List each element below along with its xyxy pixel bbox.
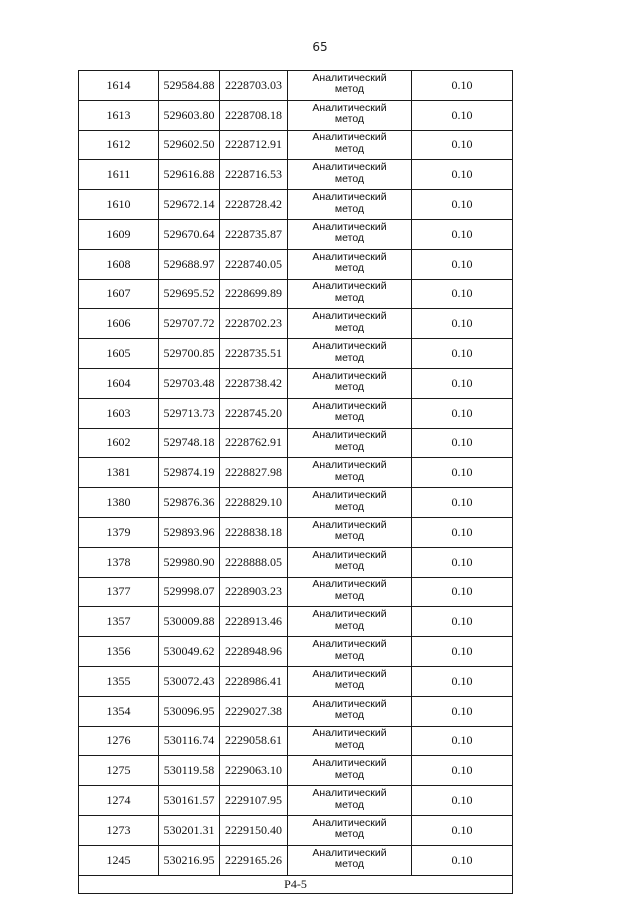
table-row	[79, 309, 513, 339]
x-coordinate-cell: 529707.72	[159, 309, 220, 339]
y-coordinate-cell: 2228745.20	[220, 398, 288, 428]
method-line1: Аналитический	[312, 161, 387, 174]
x-coordinate-cell: 529703.48	[159, 368, 220, 398]
y-coordinate-cell: 2228838.18	[220, 517, 288, 547]
table-row	[79, 845, 513, 875]
method-cell	[288, 786, 412, 816]
method-line1: Аналитический	[312, 608, 387, 621]
table-row	[79, 398, 513, 428]
y-coordinate-cell: 2229027.38	[220, 696, 288, 726]
method-line2: метод	[334, 560, 365, 573]
table-row	[79, 428, 513, 458]
method-line1: Аналитический	[312, 846, 387, 859]
accuracy-cell: 0.10	[412, 547, 513, 577]
table-row	[79, 637, 513, 667]
method-cell	[288, 398, 412, 428]
method-line1: Аналитический	[312, 191, 387, 204]
method-line2: метод	[334, 738, 365, 751]
method-cell	[288, 815, 412, 845]
point-id-cell: 1354	[79, 696, 159, 726]
y-coordinate-cell: 2228735.87	[220, 219, 288, 249]
x-coordinate-cell: 530049.62	[159, 637, 220, 667]
table-row	[79, 458, 513, 488]
method-line1: Аналитический	[312, 459, 387, 472]
method-cell	[288, 577, 412, 607]
method-cell	[288, 517, 412, 547]
table-row	[79, 368, 513, 398]
accuracy-cell: 0.10	[412, 160, 513, 190]
y-coordinate-cell: 2229150.40	[220, 815, 288, 845]
method-line1: Аналитический	[312, 399, 387, 412]
method-cell	[288, 339, 412, 369]
table-row	[79, 339, 513, 369]
method-line2: метод	[334, 232, 365, 245]
accuracy-cell: 0.10	[412, 100, 513, 130]
accuracy-cell: 0.10	[412, 309, 513, 339]
table-row	[79, 547, 513, 577]
method-cell	[288, 160, 412, 190]
y-coordinate-cell: 2228712.91	[220, 130, 288, 160]
y-coordinate-cell: 2229063.10	[220, 756, 288, 786]
method-line1: Аналитический	[312, 131, 387, 144]
point-id-cell: 1606	[79, 309, 159, 339]
method-line1: Аналитический	[312, 310, 387, 323]
method-cell	[288, 428, 412, 458]
accuracy-cell: 0.10	[412, 577, 513, 607]
method-line2: метод	[334, 470, 365, 483]
method-cell	[288, 190, 412, 220]
table-row	[79, 219, 513, 249]
method-cell	[288, 607, 412, 637]
point-id-cell: 1379	[79, 517, 159, 547]
x-coordinate-cell: 529998.07	[159, 577, 220, 607]
y-coordinate-cell: 2228986.41	[220, 666, 288, 696]
point-id-cell: 1603	[79, 398, 159, 428]
method-cell	[288, 100, 412, 130]
y-coordinate-cell: 2228888.05	[220, 547, 288, 577]
table-row	[79, 577, 513, 607]
point-id-cell: 1357	[79, 607, 159, 637]
y-coordinate-cell: 2229058.61	[220, 726, 288, 756]
x-coordinate-cell: 530116.74	[159, 726, 220, 756]
method-cell	[288, 637, 412, 667]
method-line1: Аналитический	[312, 518, 387, 531]
method-line2: метод	[334, 411, 365, 424]
accuracy-cell: 0.10	[412, 190, 513, 220]
method-line2: метод	[334, 142, 365, 155]
x-coordinate-cell: 529603.80	[159, 100, 220, 130]
point-id-cell: 1355	[79, 666, 159, 696]
point-id-cell: 1604	[79, 368, 159, 398]
y-coordinate-cell: 2228716.53	[220, 160, 288, 190]
accuracy-cell: 0.10	[412, 607, 513, 637]
method-line1: Аналитический	[312, 280, 387, 293]
x-coordinate-cell: 530009.88	[159, 607, 220, 637]
table-row	[79, 517, 513, 547]
accuracy-cell: 0.10	[412, 249, 513, 279]
y-coordinate-cell: 2228708.18	[220, 100, 288, 130]
x-coordinate-cell: 529876.36	[159, 488, 220, 518]
accuracy-cell: 0.10	[412, 130, 513, 160]
page-number: 65	[312, 40, 328, 54]
method-line1: Аналитический	[312, 340, 387, 353]
accuracy-cell: 0.10	[412, 488, 513, 518]
y-coordinate-cell: 2228699.89	[220, 279, 288, 309]
point-id-cell: 1613	[79, 100, 159, 130]
x-coordinate-cell: 529584.88	[159, 71, 220, 101]
table-row	[79, 726, 513, 756]
table-body	[79, 71, 513, 894]
point-id-cell: 1356	[79, 637, 159, 667]
method-line2: метод	[334, 262, 365, 275]
accuracy-cell: 0.10	[412, 845, 513, 875]
method-cell	[288, 309, 412, 339]
method-line2: метод	[334, 798, 365, 811]
table-row	[79, 160, 513, 190]
point-id-cell: 1273	[79, 815, 159, 845]
method-cell	[288, 249, 412, 279]
point-id-cell: 1276	[79, 726, 159, 756]
point-id-cell: 1275	[79, 756, 159, 786]
accuracy-cell: 0.10	[412, 279, 513, 309]
x-coordinate-cell: 530119.58	[159, 756, 220, 786]
accuracy-cell: 0.10	[412, 428, 513, 458]
point-id-cell: 1380	[79, 488, 159, 518]
method-line1: Аналитический	[312, 816, 387, 829]
method-line2: метод	[334, 113, 365, 126]
table-row	[79, 71, 513, 101]
method-line2: метод	[334, 321, 365, 334]
accuracy-cell: 0.10	[412, 815, 513, 845]
method-line2: метод	[334, 440, 365, 453]
accuracy-cell: 0.10	[412, 71, 513, 101]
x-coordinate-cell: 529748.18	[159, 428, 220, 458]
table-row	[79, 279, 513, 309]
method-cell	[288, 219, 412, 249]
table-row	[79, 786, 513, 816]
y-coordinate-cell: 2228903.23	[220, 577, 288, 607]
method-line2: метод	[334, 530, 365, 543]
accuracy-cell: 0.10	[412, 339, 513, 369]
method-line1: Аналитический	[312, 101, 387, 114]
table-row	[79, 130, 513, 160]
accuracy-cell: 0.10	[412, 666, 513, 696]
method-line1: Аналитический	[312, 71, 387, 84]
x-coordinate-cell: 530072.43	[159, 666, 220, 696]
method-line1: Аналитический	[312, 757, 387, 770]
accuracy-cell: 0.10	[412, 368, 513, 398]
method-line2: метод	[334, 172, 365, 185]
method-line1: Аналитический	[312, 697, 387, 710]
method-cell	[288, 458, 412, 488]
x-coordinate-cell: 529672.14	[159, 190, 220, 220]
method-line2: метод	[334, 768, 365, 781]
accuracy-cell: 0.10	[412, 726, 513, 756]
accuracy-cell: 0.10	[412, 696, 513, 726]
coordinates-table	[78, 70, 513, 894]
method-cell	[288, 756, 412, 786]
x-coordinate-cell: 529695.52	[159, 279, 220, 309]
x-coordinate-cell: 529602.50	[159, 130, 220, 160]
y-coordinate-cell: 2228948.96	[220, 637, 288, 667]
point-id-cell: 1602	[79, 428, 159, 458]
x-coordinate-cell: 530216.95	[159, 845, 220, 875]
point-id-cell: 1609	[79, 219, 159, 249]
method-cell	[288, 130, 412, 160]
point-id-cell: 1605	[79, 339, 159, 369]
method-line1: Аналитический	[312, 578, 387, 591]
method-line1: Аналитический	[312, 638, 387, 651]
method-line1: Аналитический	[312, 429, 387, 442]
method-line1: Аналитический	[312, 250, 387, 263]
point-id-cell: 1377	[79, 577, 159, 607]
accuracy-cell: 0.10	[412, 517, 513, 547]
method-cell	[288, 845, 412, 875]
point-id-cell: 1610	[79, 190, 159, 220]
method-line1: Аналитический	[312, 489, 387, 502]
x-coordinate-cell: 529874.19	[159, 458, 220, 488]
accuracy-cell: 0.10	[412, 756, 513, 786]
method-cell	[288, 726, 412, 756]
accuracy-cell: 0.10	[412, 786, 513, 816]
y-coordinate-cell: 2228827.98	[220, 458, 288, 488]
method-line2: метод	[334, 291, 365, 304]
accuracy-cell: 0.10	[412, 458, 513, 488]
table-footer-row	[79, 875, 513, 893]
x-coordinate-cell: 529893.96	[159, 517, 220, 547]
table-row	[79, 190, 513, 220]
method-line2: метод	[334, 858, 365, 871]
x-coordinate-cell: 529688.97	[159, 249, 220, 279]
y-coordinate-cell: 2228762.91	[220, 428, 288, 458]
x-coordinate-cell: 529713.73	[159, 398, 220, 428]
y-coordinate-cell: 2228728.42	[220, 190, 288, 220]
method-line2: метод	[334, 649, 365, 662]
y-coordinate-cell: 2229165.26	[220, 845, 288, 875]
y-coordinate-cell: 2228703.03	[220, 71, 288, 101]
y-coordinate-cell: 2228913.46	[220, 607, 288, 637]
method-line1: Аналитический	[312, 548, 387, 561]
x-coordinate-cell: 530096.95	[159, 696, 220, 726]
method-line2: метод	[334, 679, 365, 692]
method-cell	[288, 488, 412, 518]
x-coordinate-cell: 529980.90	[159, 547, 220, 577]
accuracy-cell: 0.10	[412, 219, 513, 249]
table-row	[79, 666, 513, 696]
method-line2: метод	[334, 619, 365, 632]
table-row	[79, 488, 513, 518]
y-coordinate-cell: 2228738.42	[220, 368, 288, 398]
method-line2: метод	[334, 202, 365, 215]
y-coordinate-cell: 2228740.05	[220, 249, 288, 279]
x-coordinate-cell: 530161.57	[159, 786, 220, 816]
point-id-cell: 1245	[79, 845, 159, 875]
point-id-cell: 1607	[79, 279, 159, 309]
method-cell	[288, 547, 412, 577]
point-id-cell: 1381	[79, 458, 159, 488]
x-coordinate-cell: 529616.88	[159, 160, 220, 190]
y-coordinate-cell: 2228702.23	[220, 309, 288, 339]
point-id-cell: 1612	[79, 130, 159, 160]
method-cell	[288, 696, 412, 726]
point-id-cell: 1614	[79, 71, 159, 101]
method-line1: Аналитический	[312, 220, 387, 233]
x-coordinate-cell: 529700.85	[159, 339, 220, 369]
point-id-cell: 1611	[79, 160, 159, 190]
method-cell	[288, 279, 412, 309]
y-coordinate-cell: 2229107.95	[220, 786, 288, 816]
method-cell	[288, 368, 412, 398]
method-cell	[288, 666, 412, 696]
method-line2: метод	[334, 589, 365, 602]
accuracy-cell: 0.10	[412, 398, 513, 428]
y-coordinate-cell: 2228829.10	[220, 488, 288, 518]
method-line2: метод	[334, 83, 365, 96]
method-line2: метод	[334, 381, 365, 394]
table-row	[79, 607, 513, 637]
table-footer-label: Р4-5	[79, 875, 513, 893]
method-line1: Аналитический	[312, 727, 387, 740]
y-coordinate-cell: 2228735.51	[220, 339, 288, 369]
x-coordinate-cell: 530201.31	[159, 815, 220, 845]
table-row	[79, 100, 513, 130]
method-line2: метод	[334, 500, 365, 513]
table-row	[79, 249, 513, 279]
x-coordinate-cell: 529670.64	[159, 219, 220, 249]
table-row	[79, 756, 513, 786]
method-cell	[288, 71, 412, 101]
method-line2: метод	[334, 828, 365, 841]
method-line2: метод	[334, 351, 365, 364]
point-id-cell: 1608	[79, 249, 159, 279]
method-line1: Аналитический	[312, 787, 387, 800]
point-id-cell: 1378	[79, 547, 159, 577]
method-line1: Аналитический	[312, 369, 387, 382]
table-row	[79, 696, 513, 726]
accuracy-cell: 0.10	[412, 637, 513, 667]
method-line1: Аналитический	[312, 667, 387, 680]
method-line2: метод	[334, 709, 365, 722]
table-row	[79, 815, 513, 845]
point-id-cell: 1274	[79, 786, 159, 816]
